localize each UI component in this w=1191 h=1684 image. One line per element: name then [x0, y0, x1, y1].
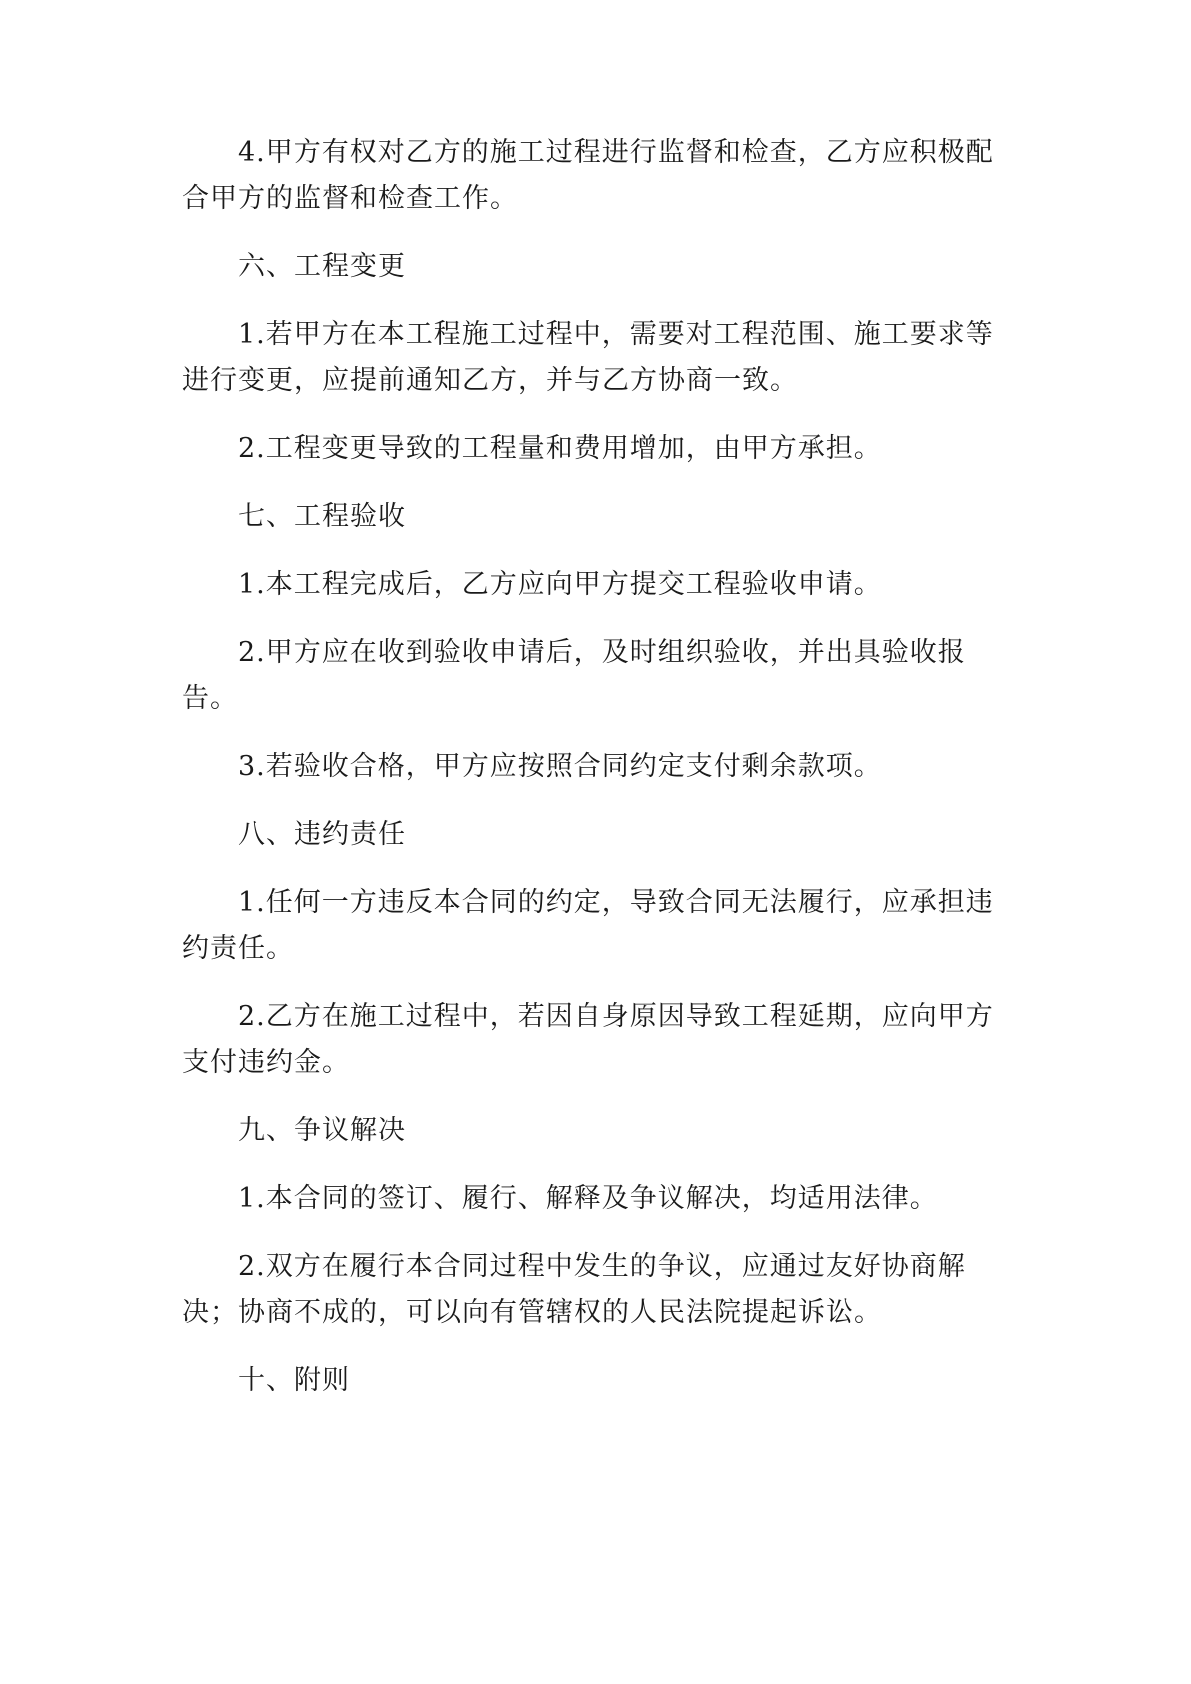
clause-6-2: 2.工程变更导致的工程量和费用增加，由甲方承担。	[238, 433, 882, 464]
clause-5-4: 4.甲方有权对乙方的施工过程进行监督和检查，乙方应积极配合甲方的监督和检查工作。	[182, 137, 994, 214]
section-heading-9: 九、争议解决	[238, 1115, 406, 1146]
clause-7-2: 2.甲方应在收到验收申请后，及时组织验收，并出具验收报告。	[182, 637, 966, 714]
clause-9-1: 1.本合同的签订、履行、解释及争议解决，均适用法律。	[238, 1183, 938, 1214]
clause-6-1: 1.若甲方在本工程施工过程中，需要对工程范围、施工要求等进行变更，应提前通知乙方，并与乙方协商一致。	[182, 319, 994, 396]
clause-7-1: 1.本工程完成后，乙方应向甲方提交工程验收申请。	[238, 569, 882, 600]
clause-8-1: 1.任何一方违反本合同的约定，导致合同无法履行，应承担违约责任。	[182, 887, 994, 964]
section-heading-6: 六、工程变更	[238, 251, 406, 282]
section-heading-7: 七、工程验收	[238, 501, 406, 532]
section-heading-10: 十、附则	[238, 1365, 350, 1396]
clause-9-2: 2.双方在履行本合同过程中发生的争议，应通过友好协商解决；协商不成的，可以向有管辖权的人民法院提起诉讼。	[182, 1251, 966, 1328]
clause-8-2: 2.乙方在施工过程中，若因自身原因导致工程延期，应向甲方支付违约金。	[182, 1001, 994, 1078]
document-page	[182, 130, 1012, 1426]
section-heading-8: 八、违约责任	[238, 819, 406, 850]
clause-7-3: 3.若验收合格，甲方应按照合同约定支付剩余款项。	[238, 751, 882, 782]
